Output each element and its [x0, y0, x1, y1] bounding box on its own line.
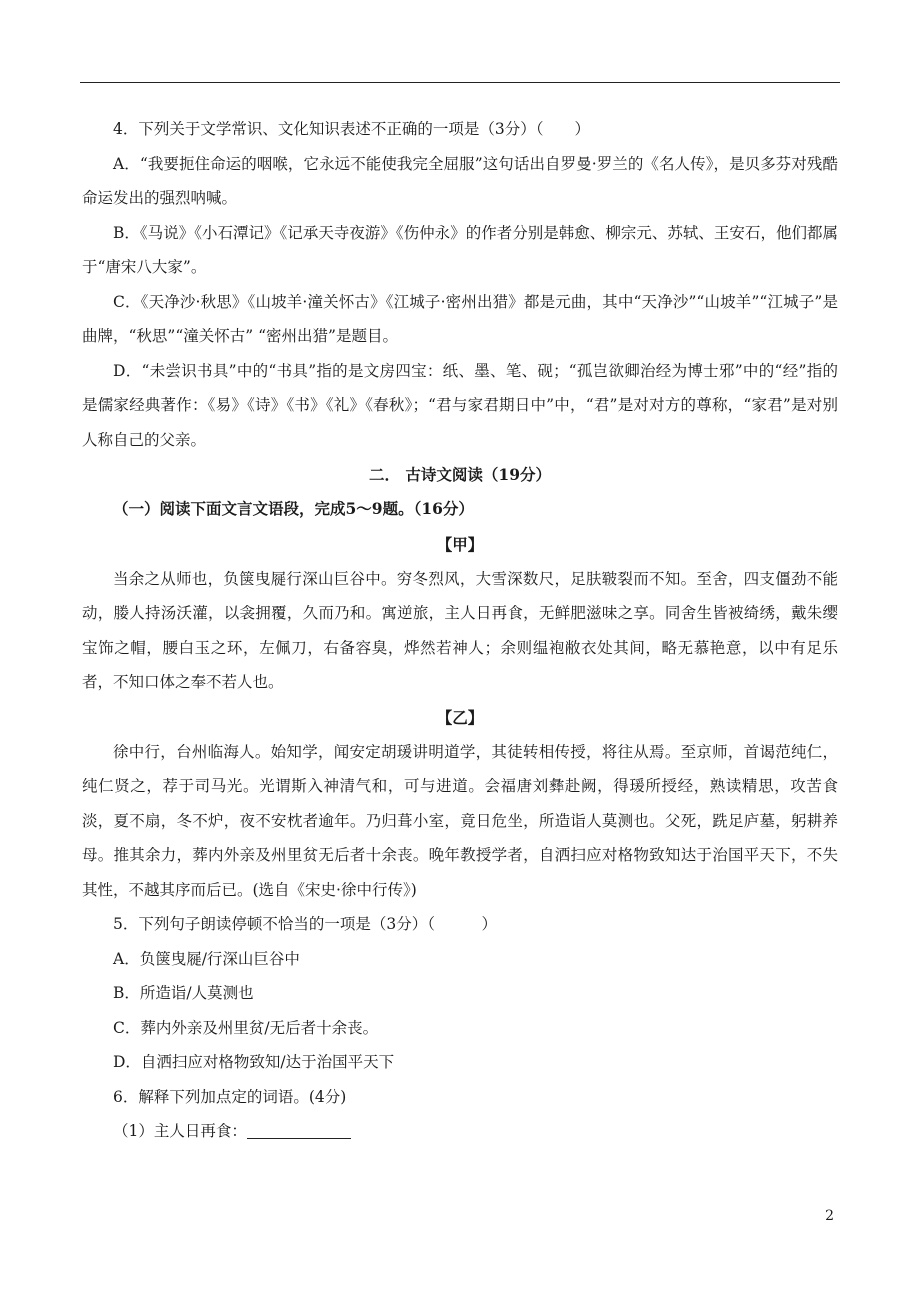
- section-2-subtitle: （一）阅读下面文言文语段，完成5～9题。（16分）: [113, 499, 474, 518]
- question-4-option-c: C．《天净沙·秋思》《山坡羊·潼关怀古》《江城子·密州出猎》都是元曲，其中“天净沙”“山坡羊”“江城子”是曲牌，“秋思”“潼关怀古” “密州出猎”是题目。: [82, 292, 838, 345]
- header-rule: [80, 82, 840, 83]
- page-content: [82, 112, 838, 1149]
- answer-blank[interactable]: [247, 1123, 351, 1140]
- page-number: 2: [825, 1208, 834, 1224]
- passage-yi-text: 徐中行，台州临海人。始知学，闻安定胡瑗讲明道学，其徒转相传授，将往从焉。至京师，首谒范纯仁，纯仁贤之，荐于司马光。光谓斯入神清气和，可与进道。会福唐刘彝赴阙，得瑗所授经，熟读精思，攻苦食淡，夏不扇，冬不炉，夜不安枕者逾年。乃归葺小室，竟日危坐，所造诣人莫测也。父死，跣足庐墓，躬耕养母。推其余力，葬内外亲及州里贫无后者十余丧。晚年教授学者，自洒扫应对格物致知达于治国平天下，不失其性，不越其序而后已。(选自《宋史·徐中行传》): [82, 742, 838, 899]
- passage-jia-text: 当余之从师也，负箧曳屣行深山巨谷中。穷冬烈风，大雪深数尺，足肤皲裂而不知。至舍，四支僵劲不能动，媵人持汤沃灌，以衾拥覆，久而乃和。寓逆旅，主人日再食，无鲜肥滋味之享。同舍生皆被绮绣，戴朱缨宝饰之帽，腰白玉之环，左佩刀，右备容臭，烨然若神人；余则缊袍敝衣处其间，略无慕艳意，以中有足乐者，不知口体之奉不若人也。: [82, 569, 838, 691]
- passage-yi-label: 【乙】: [436, 707, 484, 727]
- question-5-option-d: D．自洒扫应对格物致知/达于治国平天下: [113, 1053, 395, 1071]
- question-4-option-a: A．“我要扼住命运的咽喉，它永远不能使我完全屈服”这句话出自罗曼·罗兰的《名人传》，是贝多芬对残酷命运发出的强烈呐喊。: [82, 154, 838, 207]
- question-5-option-a: A．负箧曳屣/行深山巨谷中: [113, 949, 300, 968]
- question-5-option-b: B．所造诣/人莫测也: [113, 984, 254, 1002]
- question-4-stem: 4．下列关于文学常识、文化知识表述不正确的一项是（3分）（ ）: [113, 120, 590, 138]
- question-4-option-d: D．“未尝识书具”中的“书具”指的是文房四宝：纸、墨、笔、砚；“孤岂欲卿治经为博士邪”中的“经”指的是儒家经典著作：《易》《诗》《书》《礼》《春秋》；“君与家君期日中”中，“君”是对对方的尊称，“家君”是对别人称自己的父亲。: [82, 361, 838, 449]
- passage-jia-label: 【甲】: [436, 534, 484, 554]
- question-5-option-c: C．葬内外亲及州里贫/无后者十余丧。: [113, 1018, 379, 1037]
- section-2-title: 二． 古诗文阅读（19分）: [369, 465, 551, 484]
- question-6-stem: 6．解释下列加点定的词语。(4分): [113, 1087, 347, 1106]
- question-6-item-1: [82, 1114, 838, 1149]
- question-6-item-1-label: （1）主人日再食：: [113, 1122, 247, 1140]
- question-4-option-b: B．《马说》《小石潭记》《记承天寺夜游》《伤仲永》的作者分别是韩愈、柳宗元、苏轼、王安石，他们都属于“唐宋八大家”。: [82, 223, 838, 276]
- question-5-stem: 5．下列句子朗读停顿不恰当的一项是（3分）（ ）: [113, 915, 497, 933]
